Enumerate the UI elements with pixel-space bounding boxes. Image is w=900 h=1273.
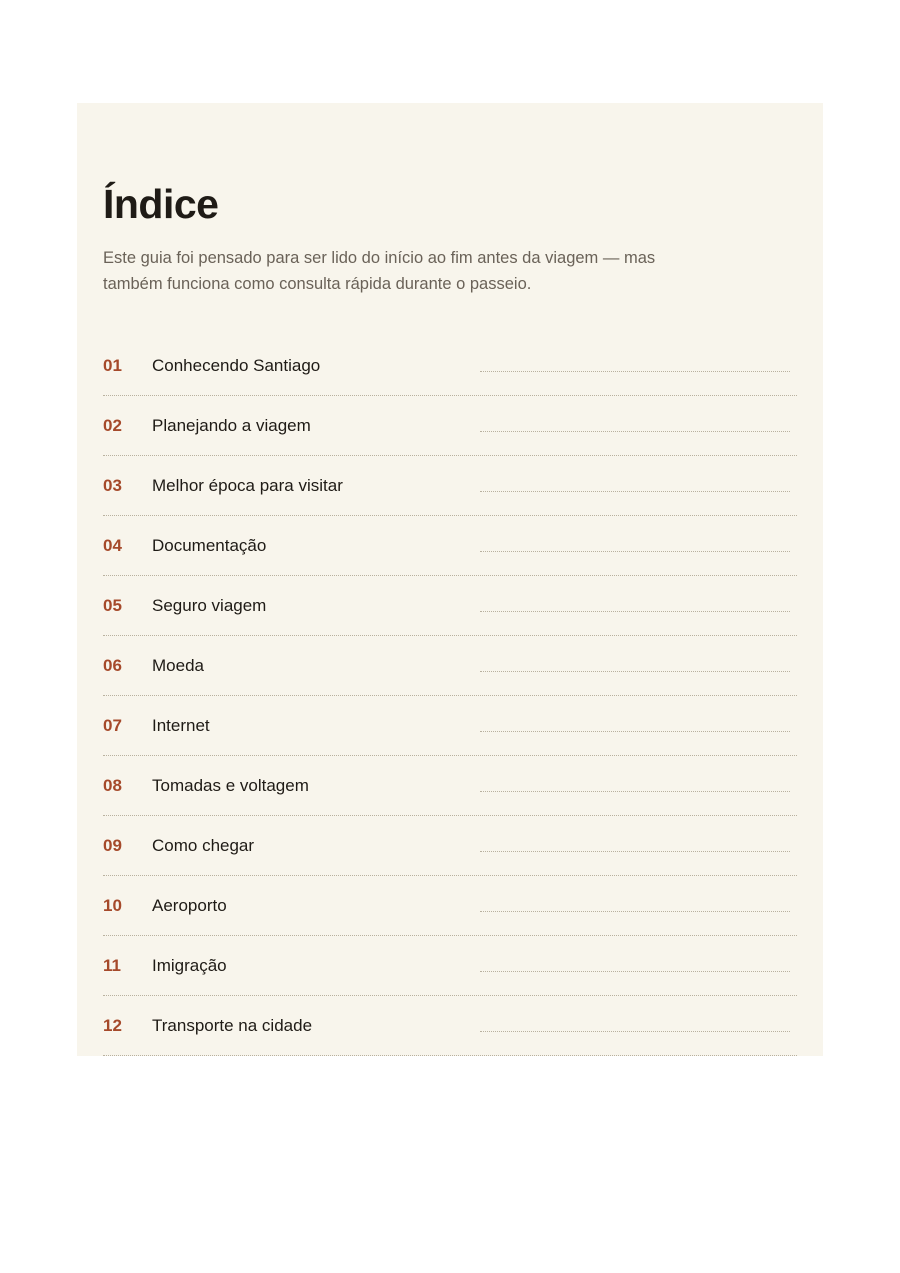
toc-entry[interactable] [103, 396, 797, 456]
intro-paragraph: Este guia foi pensado para ser lido do início ao fim antes da viagem — mas também funciona como consulta rápida durante o passeio. [103, 249, 656, 293]
toc-dot-leader [480, 551, 790, 552]
toc-dot-leader [480, 791, 790, 792]
toc-dot-leader [480, 431, 790, 432]
toc-entry[interactable] [103, 756, 797, 816]
toc-dot-leader [480, 611, 790, 612]
toc-entry-number: 07 [103, 716, 122, 735]
toc-entry[interactable] [103, 516, 797, 576]
toc-entry[interactable] [103, 696, 797, 756]
toc-entry-number: 01 [103, 356, 122, 375]
toc-entry[interactable] [103, 456, 797, 516]
toc-entry-number: 12 [103, 1016, 122, 1035]
toc-entry-number: 10 [103, 896, 122, 915]
toc-entry[interactable] [103, 816, 797, 876]
toc-dot-leader [480, 491, 790, 492]
toc-dot-leader [480, 731, 790, 732]
toc-entry-label: Internet [152, 716, 210, 735]
toc-entry-label: Aeroporto [152, 896, 227, 915]
toc-dot-leader [480, 971, 790, 972]
toc-entry-label: Conhecendo Santiago [152, 356, 321, 375]
toc-entry-label: Seguro viagem [152, 596, 267, 615]
toc-entry[interactable] [103, 876, 797, 936]
toc-entry-label: Como chegar [152, 836, 255, 855]
page-title: Índice [103, 181, 219, 227]
toc-entry-number: 08 [103, 776, 122, 795]
toc-entry-label: Tomadas e voltagem [152, 776, 309, 795]
toc-entry-label: Imigração [152, 956, 227, 975]
toc-entry-number: 09 [103, 836, 122, 855]
toc-entry[interactable] [103, 576, 797, 636]
toc-entry-label: Moeda [152, 656, 204, 675]
toc-entry[interactable] [103, 936, 797, 996]
toc-entry-label: Melhor época para visitar [152, 476, 343, 495]
toc-dot-leader [480, 671, 790, 672]
toc-entry-number: 11 [103, 956, 121, 975]
toc-entry[interactable] [103, 996, 797, 1056]
toc-entry-number: 06 [103, 656, 122, 675]
toc-entry-number: 05 [103, 596, 122, 615]
toc-entry-label: Documentação [152, 536, 267, 555]
toc-entry-label: Transporte na cidade [152, 1016, 313, 1035]
toc-dot-leader [480, 851, 790, 852]
toc-dot-leader [480, 911, 790, 912]
toc-entry-number: 04 [103, 536, 122, 555]
toc-entry-number: 02 [103, 416, 122, 435]
toc-entry[interactable] [103, 636, 797, 696]
toc-entry-number: 03 [103, 476, 122, 495]
toc-entry-label: Planejando a viagem [152, 416, 311, 435]
toc-dot-leader [480, 371, 790, 372]
toc-dot-leader [480, 1031, 790, 1032]
toc-entry[interactable] [103, 336, 797, 396]
table-of-contents [103, 336, 797, 1056]
